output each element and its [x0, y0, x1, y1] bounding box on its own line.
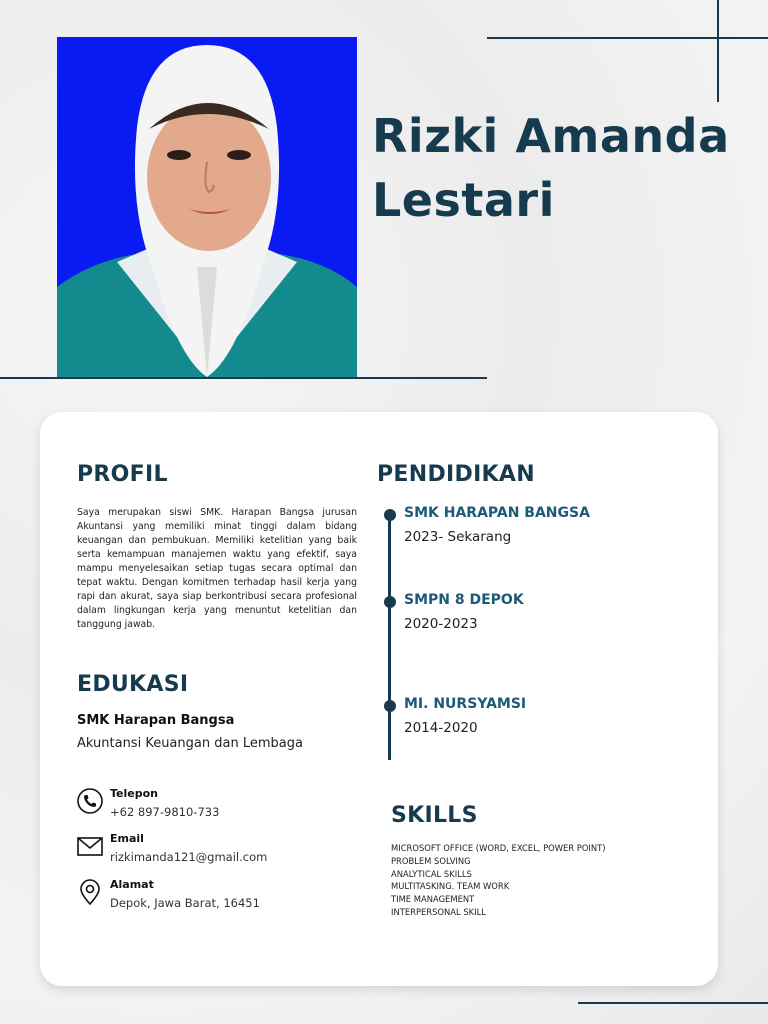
pendidikan-school: SMPN 8 DEPOK	[404, 592, 524, 608]
top-vertical-line	[717, 0, 719, 102]
timeline-dot	[384, 700, 396, 712]
location-pin-icon	[76, 878, 104, 906]
phone-icon	[76, 787, 104, 815]
timeline-dot	[384, 509, 396, 521]
phone-label: Telepon	[110, 787, 158, 800]
top-horizontal-line	[487, 37, 768, 39]
profile-photo	[57, 37, 357, 377]
pendidikan-years: 2023- Sekarang	[404, 529, 512, 545]
skills-list	[391, 842, 691, 919]
skill-item: ANALYTICAL SKILLS	[391, 868, 472, 879]
skill-item: MULTITASKING. TEAM WORK	[391, 881, 510, 892]
portrait-illustration	[57, 37, 357, 377]
profil-text: Saya merupakan siswi SMK. Harapan Bangsa jurusan Akuntansi yang memiliki minat tinggi dalam bidang keuangan dan pembukuan. Memiliki ketelitian yang baik serta kemampuan manajemen waktu yang efektif, saya mampu menyelesaikan setiap tugas secara optimal dan tepat waktu. Dengan komitmen terhadap hasil kerja yang rapi dan akurat, saya siap berkontribusi secara profesional dalam lingkungan kerja yang menuntut ketelitian dan tanggung jawab.	[77, 507, 357, 630]
resume-card	[40, 412, 718, 986]
timeline-dot	[384, 596, 396, 608]
profil-heading: PROFIL	[77, 462, 168, 487]
phone-value: +62 897-9810-733	[110, 805, 220, 819]
skills-heading: SKILLS	[391, 803, 478, 828]
edukasi-school: SMK Harapan Bangsa	[77, 713, 235, 728]
pendidikan-heading: PENDIDIKAN	[377, 462, 535, 487]
name-line-2: Lestari	[372, 173, 555, 227]
skill-item: INTERPERSONAL SKILL	[391, 906, 486, 917]
skill-item: TIME MANAGEMENT	[391, 894, 475, 905]
skill-item: PROBLEM SOLVING	[391, 855, 471, 866]
full-name	[372, 104, 752, 232]
pendidikan-years: 2014-2020	[404, 720, 478, 736]
edukasi-heading: EDUKASI	[77, 672, 189, 697]
email-value: rizkimanda121@gmail.com	[110, 850, 268, 864]
skill-item: MICROSOFT OFFICE (WORD, EXCEL, POWER POINT)	[391, 843, 606, 853]
mail-icon	[76, 832, 104, 860]
pendidikan-school: SMK HARAPAN BANGSA	[404, 505, 590, 521]
timeline-line	[388, 515, 391, 760]
name-line-1: Rizki Amanda	[372, 109, 730, 163]
address-value: Depok, Jawa Barat, 16451	[110, 896, 260, 910]
edukasi-major: Akuntansi Keuangan dan Lembaga	[77, 736, 303, 751]
photo-underline	[0, 377, 487, 379]
bottom-right-line	[578, 1002, 768, 1004]
pendidikan-school: MI. NURSYAMSI	[404, 696, 527, 712]
address-label: Alamat	[110, 878, 154, 891]
email-label: Email	[110, 832, 144, 845]
pendidikan-years: 2020-2023	[404, 616, 478, 632]
